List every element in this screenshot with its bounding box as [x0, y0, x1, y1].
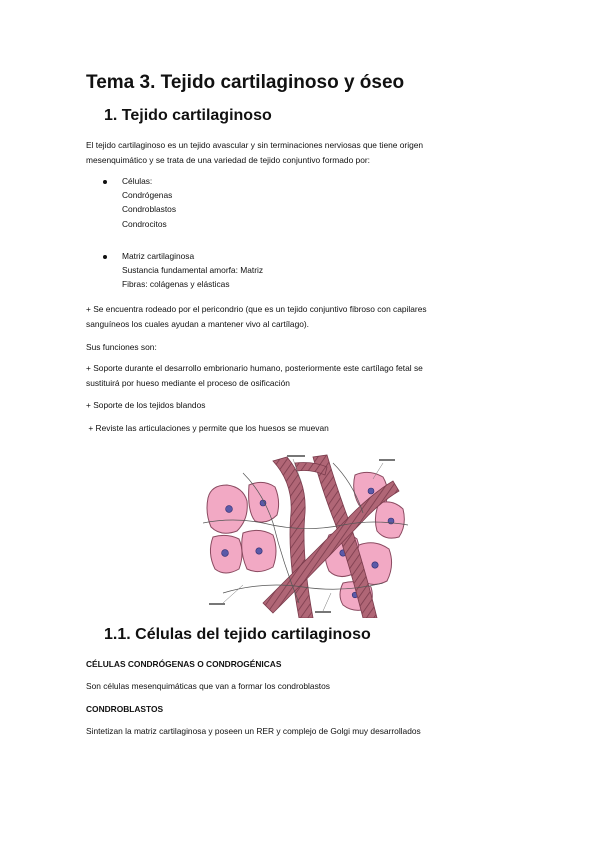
condroblastos-text: Sintetizan la matriz cartilaginosa y poseen un RER y complejo de Golgi muy desarrollados	[86, 726, 421, 736]
bullet-dot	[103, 255, 107, 259]
pericondrio-line-1: + Se encuentra rodeado por el pericondrio (que es un tejido conjuntivo fibroso con capilares	[86, 304, 427, 314]
sub-item: Condrógenas	[122, 190, 173, 201]
subheading-condrogenas: CÉLULAS CONDRÓGENAS O CONDROGÉNICAS	[86, 659, 282, 669]
cartilage-tissue-illustration	[203, 453, 408, 618]
subheading-condroblastos: CONDROBLASTOS	[86, 704, 164, 714]
sub-item: Sustancia fundamental amorfa: Matriz	[122, 265, 264, 276]
function-2: + Soporte de los tejidos blandos	[86, 400, 206, 410]
section-heading-tejido-cartilaginoso: 1. Tejido cartilaginoso	[104, 107, 272, 124]
function-1-line-1: + Soporte durante el desarrollo embrionario humano, posteriormente este cartílago fetal se	[86, 363, 423, 373]
bullet-label: Matriz cartilaginosa	[122, 251, 195, 261]
bullet-item-matriz	[122, 249, 263, 292]
sub-item: Fibras: colágenas y elásticas	[122, 279, 230, 290]
condrogenas-text: Son células mesenquimáticas que van a formar los condroblastos	[86, 681, 330, 691]
sub-item: Condrocitos	[122, 218, 167, 229]
function-3: + Reviste las articulaciones y permite que los huesos se muevan	[86, 423, 329, 433]
intro-line-1: El tejido cartilaginoso es un tejido avascular y sin terminaciones nerviosas que tiene origen	[86, 140, 424, 150]
bullet-dot	[103, 180, 107, 184]
functions-intro: Sus funciones son:	[86, 342, 157, 352]
page-title: Tema 3. Tejido cartilaginoso y óseo	[86, 72, 405, 93]
section-heading-celulas: 1.1. Células del tejido cartilaginoso	[104, 626, 371, 643]
pericondrio-line-2: sanguíneos los cuales ayudan a mantener vivo al cartílago).	[86, 319, 310, 329]
bullet-item-celulas	[122, 174, 176, 231]
function-1-line-2: sustituirá por hueso mediante el proceso de osificación	[86, 378, 290, 388]
intro-line-2: mesenquimático y se trata de una variedad de tejido conjuntivo formado por:	[86, 155, 370, 165]
bullet-label: Células:	[122, 176, 153, 186]
sub-item: Condroblastos	[122, 204, 177, 215]
